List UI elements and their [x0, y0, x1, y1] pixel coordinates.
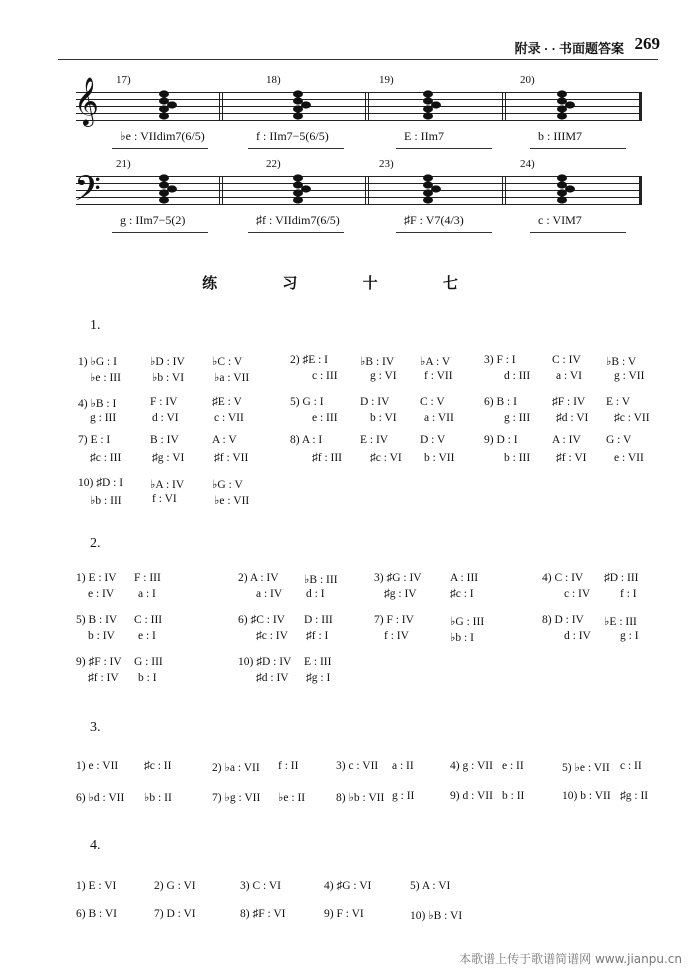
answer-item: 4) ♯G : VI	[324, 880, 372, 892]
measure-number: 23)	[379, 158, 394, 170]
watermark-footer: 本歌谱上传于歌谱简谱网 www.jianpu.cn	[459, 952, 682, 966]
answer-item: 6) B : I	[484, 396, 517, 408]
section-4-label: 4.	[90, 838, 101, 853]
answer-item: A : IV	[552, 434, 581, 446]
answer-item: 3) c : VII	[336, 760, 379, 772]
answer-item: 8) D : IV	[542, 614, 584, 626]
chord-analysis: b : IIIM7	[538, 129, 582, 143]
answer-item: c : II	[620, 760, 642, 772]
answer-item: ♭C : V	[212, 356, 243, 368]
chord-notes	[288, 172, 316, 209]
answer-item: ♭b : VI	[152, 372, 185, 384]
barline	[219, 176, 220, 205]
answer-item: D : V	[420, 434, 446, 446]
answer-item: 3) F : I	[484, 354, 516, 366]
answer-item: c : III	[312, 370, 338, 382]
answer-item: ♭B : V	[606, 356, 637, 368]
answer-item: C : IV	[552, 354, 581, 366]
answer-item: 9) ♯F : IV	[76, 656, 122, 668]
answer-item: b : I	[138, 672, 157, 684]
answer-item: g : VII	[614, 370, 645, 382]
chord-analysis: f : IIm7−5(6/5)	[256, 129, 329, 143]
measure-number: 22)	[266, 158, 281, 170]
answer-item: 5) B : IV	[76, 614, 118, 626]
answer-underline	[248, 148, 344, 149]
answer-item: ♯d : VI	[556, 412, 589, 424]
answer-item: A : III	[450, 572, 479, 584]
score-row-2	[74, 158, 642, 230]
answer-item: 10) ♯D : IV	[238, 656, 292, 668]
answer-item: ♯c : I	[450, 588, 474, 600]
barline	[502, 92, 503, 121]
answer-item: 7) E : I	[78, 434, 111, 446]
answer-item: a : IV	[256, 588, 283, 600]
barline	[365, 92, 366, 121]
section-1-label: 1.	[90, 318, 101, 333]
barline	[505, 176, 506, 205]
answer-item: 8) ♯F : VI	[240, 908, 286, 920]
answer-item: ♯c : III	[90, 452, 122, 464]
answer-item: 7) ♭g : VII	[212, 792, 261, 804]
answer-item: b : III	[504, 452, 531, 464]
answer-item: 4) g : VII	[450, 760, 493, 772]
answer-item: D : III	[304, 614, 333, 626]
answer-item: b : VII	[424, 452, 455, 464]
answer-item: ♯c : II	[144, 760, 172, 772]
answer-item: 8) A : I	[290, 434, 323, 446]
answer-item: c : IV	[564, 588, 591, 600]
chord-notes	[418, 88, 446, 125]
answer-item: a : II	[392, 760, 414, 772]
answer-item: ♯g : IV	[384, 588, 417, 600]
answer-item: C : III	[134, 614, 163, 626]
chord-analysis: ♯f : VIIdim7(6/5)	[256, 213, 340, 227]
answer-item: ♭D : IV	[150, 356, 185, 368]
answer-item: 6) B : VI	[76, 908, 117, 920]
barline	[639, 92, 642, 121]
answer-item: ♭b : II	[144, 792, 172, 804]
answer-item: d : IV	[564, 630, 591, 642]
answer-item: g : II	[392, 790, 415, 802]
answer-item: d : I	[306, 588, 325, 600]
answer-item: g : III	[90, 412, 117, 424]
answer-item: ♭G : V	[212, 479, 243, 491]
answer-item: e : II	[502, 760, 524, 772]
answer-item: 3) C : VI	[240, 880, 281, 892]
measure-number: 19)	[379, 74, 394, 86]
bass-clef-icon: 𝄢	[74, 168, 102, 217]
answer-item: 6) ♭d : VII	[76, 792, 125, 804]
answer-item: ♭B : IV	[360, 356, 395, 368]
barline	[222, 92, 223, 121]
answer-underline	[112, 232, 208, 233]
section-3-label: 3.	[90, 720, 101, 735]
answer-item: G : III	[134, 656, 163, 668]
answer-item: ♯c : IV	[256, 630, 288, 642]
answer-item: g : III	[504, 412, 531, 424]
answer-item: ♯c : VII	[614, 412, 650, 424]
chord-analysis: c : VIM7	[538, 213, 582, 227]
answer-item: F : IV	[150, 396, 178, 408]
barline	[365, 176, 366, 205]
answer-item: ♯c : VI	[370, 452, 402, 464]
exercise-title: 练 习 十 七	[202, 274, 488, 292]
answer-item: ♭b : I	[450, 632, 474, 644]
answer-item: ♭a : VII	[214, 372, 250, 384]
answer-item: ♯D : III	[604, 572, 639, 584]
chord-notes	[418, 172, 446, 209]
answer-item: ♭A : IV	[150, 479, 185, 491]
answer-item: b : II	[502, 790, 525, 802]
answer-item: 1) ♭G : I	[78, 356, 117, 368]
section-2-label: 2.	[90, 536, 101, 551]
answer-item: 10) ♭B : VI	[410, 910, 463, 922]
answer-item: A : V	[212, 434, 237, 446]
answer-item: ♯d : IV	[256, 672, 289, 684]
chord-notes	[154, 88, 182, 125]
answer-item: C : V	[420, 396, 445, 408]
answer-item: b : IV	[88, 630, 115, 642]
measure-number: 18)	[266, 74, 281, 86]
answer-item: ♯g : II	[620, 790, 649, 802]
chord-analysis: E : IIm7	[404, 129, 444, 143]
chord-analysis: ♭e : VIIdim7(6/5)	[120, 129, 205, 143]
answer-item: 5) G : I	[290, 396, 324, 408]
barline	[639, 176, 642, 205]
answer-underline	[248, 232, 344, 233]
chord-notes	[552, 172, 580, 209]
measure-number: 20)	[520, 74, 535, 86]
answer-underline	[112, 148, 208, 149]
barline	[502, 176, 503, 205]
answer-item: ♯f : VI	[556, 452, 587, 464]
chord-notes	[154, 172, 182, 209]
answer-item: ♯f : VII	[214, 452, 249, 464]
answer-item: 4) ♭B : I	[78, 398, 117, 410]
answer-item: f : IV	[384, 630, 409, 642]
treble-clef-icon: 𝄞	[74, 76, 99, 125]
barline	[368, 176, 369, 205]
answer-underline	[396, 148, 492, 149]
answer-item: d : VI	[152, 412, 179, 424]
answer-item: G : V	[606, 434, 632, 446]
barline	[222, 176, 223, 205]
answer-item: ♭A : V	[420, 356, 451, 368]
answer-item: f : VII	[424, 370, 453, 382]
chord-analysis: ♯F : V7(4/3)	[404, 213, 464, 227]
answer-item: D : IV	[360, 396, 390, 408]
chord-notes	[288, 88, 316, 125]
answer-underline	[396, 232, 492, 233]
page-header	[0, 0, 690, 60]
answer-item: d : III	[504, 370, 531, 382]
answer-item: ♯F : IV	[552, 396, 586, 408]
answer-item: e : I	[138, 630, 156, 642]
answer-item: ♯g : VI	[152, 452, 185, 464]
score-row-1	[74, 74, 642, 146]
answer-item: 2) G : VI	[154, 880, 196, 892]
answer-item: 9) D : I	[484, 434, 518, 446]
answer-item: ♭e : III	[90, 372, 121, 384]
chord-analysis: g : IIm7−5(2)	[120, 213, 186, 227]
answer-item: B : IV	[150, 434, 179, 446]
answer-item: E : III	[304, 656, 332, 668]
measure-number: 24)	[520, 158, 535, 170]
answer-item: f : I	[620, 588, 637, 600]
answer-item: 6) ♯C : IV	[238, 614, 285, 626]
answer-item: ♯E : V	[212, 396, 242, 408]
answer-item: c : VII	[214, 412, 244, 424]
answer-item: 3) ♯G : IV	[374, 572, 422, 584]
answer-item: ♭E : III	[604, 616, 637, 628]
answer-item: f : II	[278, 760, 299, 772]
answer-item: 2) A : IV	[238, 572, 279, 584]
answer-item: a : VII	[424, 412, 454, 424]
answer-item: F : III	[134, 572, 161, 584]
answer-item: b : VI	[370, 412, 397, 424]
answer-item: a : VI	[556, 370, 582, 382]
answer-item: ♭e : VII	[214, 495, 250, 507]
answer-item: 4) C : IV	[542, 572, 584, 584]
answer-item: 2) ♯E : I	[290, 354, 329, 366]
answer-item: 1) e : VII	[76, 760, 119, 772]
answer-item: 2) ♭a : VII	[212, 762, 260, 774]
page-number: 269	[634, 34, 660, 53]
answer-item: g : I	[620, 630, 639, 642]
answer-item: f : VI	[152, 493, 177, 505]
answer-item: ♭b : III	[90, 495, 122, 507]
answer-item: ♯g : I	[306, 672, 331, 684]
answer-item: 8) ♭b : VII	[336, 792, 385, 804]
answer-item: E : IV	[360, 434, 389, 446]
answer-item: 10) b : VII	[562, 790, 611, 802]
measure-number: 21)	[116, 158, 131, 170]
answer-underline	[530, 232, 626, 233]
answer-item: a : I	[138, 588, 156, 600]
answer-item: ♭e : II	[278, 792, 306, 804]
answer-item: ♯f : IV	[88, 672, 119, 684]
answer-item: 1) E : VI	[76, 880, 117, 892]
answer-item: g : VI	[370, 370, 397, 382]
header-section: 附录 · · 书面题答案	[514, 41, 624, 56]
answer-item: ♯f : III	[312, 452, 343, 464]
header-rule	[58, 59, 658, 60]
barline	[219, 92, 220, 121]
answer-item: e : III	[312, 412, 338, 424]
answer-item: 7) D : VI	[154, 908, 196, 920]
answer-item: e : VII	[614, 452, 644, 464]
measure-number: 17)	[116, 74, 131, 86]
barline	[368, 92, 369, 121]
answer-item: ♭G : III	[450, 616, 485, 628]
answer-item: ♭B : III	[304, 574, 338, 586]
answer-item: 1) E : IV	[76, 572, 117, 584]
barline	[505, 92, 506, 121]
answer-item: 5) A : VI	[410, 880, 451, 892]
answer-item: 9) d : VII	[450, 790, 493, 802]
answer-item: ♯f : I	[306, 630, 329, 642]
answer-item: 9) F : VI	[324, 908, 364, 920]
answer-item: e : IV	[88, 588, 115, 600]
answer-underline	[530, 148, 626, 149]
answer-item: 10) ♯D : I	[78, 477, 124, 489]
answer-item: E : V	[606, 396, 631, 408]
answer-item: 5) ♭e : VII	[562, 762, 610, 774]
chord-notes	[552, 88, 580, 125]
answer-item: 7) F : IV	[374, 614, 414, 626]
